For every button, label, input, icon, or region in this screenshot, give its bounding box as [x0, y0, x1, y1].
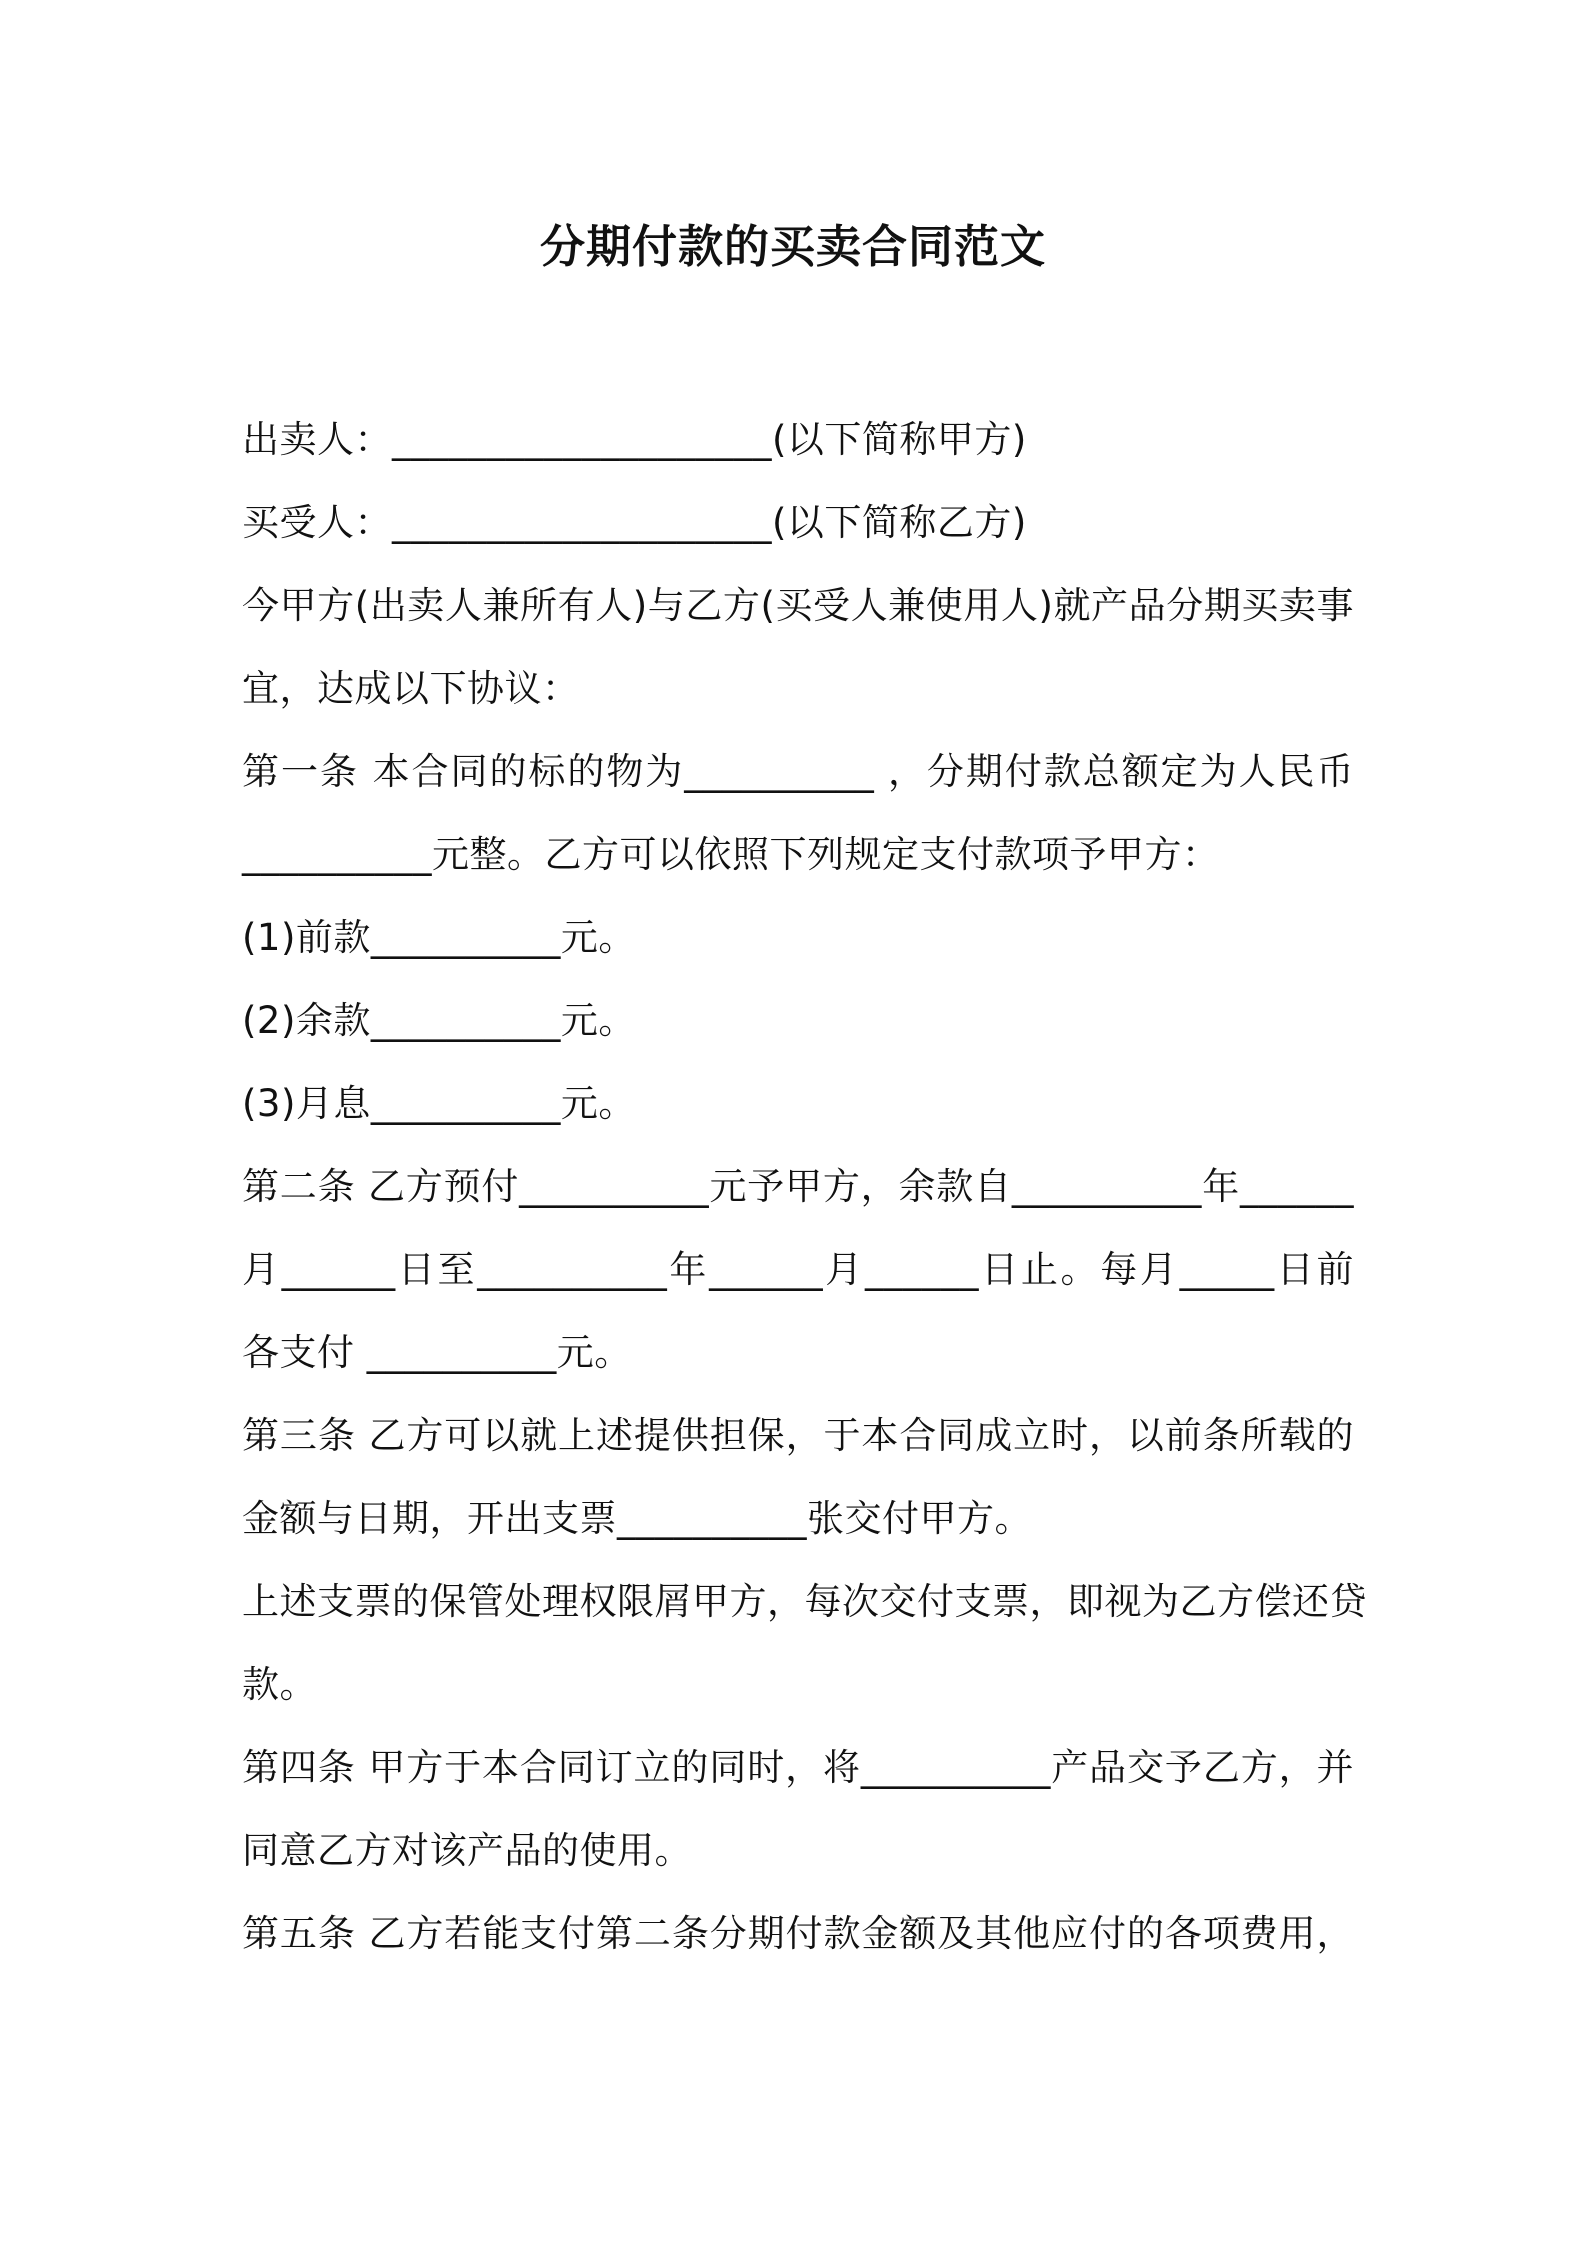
preamble-line-2: 宜，达成以下协议： — [242, 667, 580, 710]
article-2-line-1: 第二条 乙方预付__________元予甲方，余款自__________年______ — [242, 1165, 1354, 1208]
seller-line: 出卖人：____________________(以下简称甲方) — [242, 418, 1027, 461]
document-title: 分期付款的买卖合同范文 — [539, 220, 1046, 273]
item-down-payment: (1)前款__________元。 — [242, 916, 636, 959]
article-5-line-1: 第五条 乙方若能支付第二条分期付款金额及其他应付的各项费用， — [242, 1912, 1354, 1955]
article-3-line-1: 第三条 乙方可以就上述提供担保，于本合同成立时，以前条所载的 — [242, 1414, 1354, 1457]
article-2-line-3: 各支付 __________元。 — [242, 1331, 632, 1374]
article-1-line-1: 第一条 本合同的标的物为__________ ，分期付款总额定为人民币 — [242, 750, 1354, 793]
article-4-line-2: 同意乙方对该产品的使用。 — [242, 1829, 692, 1872]
item-balance: (2)余款__________元。 — [242, 999, 636, 1042]
item-monthly-interest: (3)月息__________元。 — [242, 1082, 636, 1125]
article-1-line-2: __________元整。乙方可以依照下列规定支付款项予甲方： — [242, 833, 1220, 876]
article-3-line-3: 上述支票的保管处理权限屑甲方，每次交付支票，即视为乙方偿还贷 — [242, 1580, 1367, 1623]
buyer-line: 买受人：____________________(以下简称乙方) — [242, 501, 1027, 544]
preamble-line-1: 今甲方(出卖人兼所有人)与乙方(买受人兼使用人)就产品分期买卖事 — [242, 584, 1354, 627]
article-2-line-2: 月______日至__________年______月______日止。每月_____日前 — [242, 1248, 1354, 1291]
article-3-line-2: 金额与日期，开出支票__________张交付甲方。 — [242, 1497, 1032, 1540]
article-3-line-4: 款。 — [242, 1663, 317, 1706]
article-4-line-1: 第四条 甲方于本合同订立的同时，将__________产品交予乙方，并 — [242, 1746, 1354, 1789]
